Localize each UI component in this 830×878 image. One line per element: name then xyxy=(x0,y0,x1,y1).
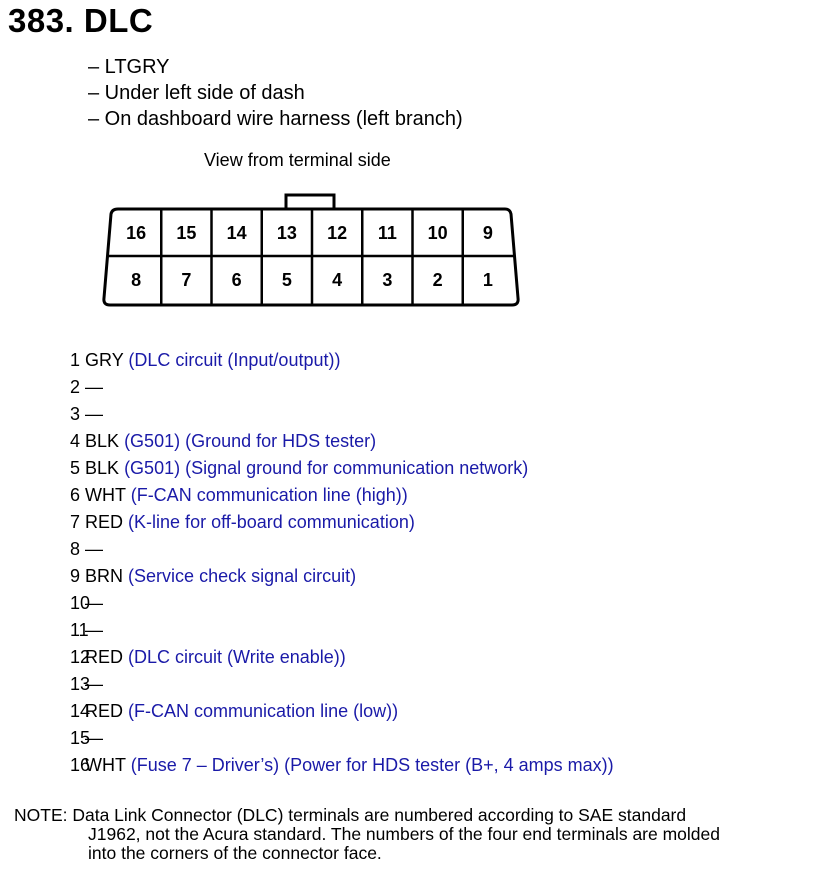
pin-row xyxy=(70,428,614,455)
connector-color: – LTGRY xyxy=(88,56,170,78)
pin-wire-color: — xyxy=(85,593,104,613)
pin-number: 16 xyxy=(70,755,91,775)
terminal-cell-label: 7 xyxy=(181,270,192,290)
pin-wire-color: RED xyxy=(85,647,124,667)
terminal-cell-label: 9 xyxy=(482,223,493,243)
pin-row xyxy=(70,482,614,509)
pin-number: 10 xyxy=(70,593,91,613)
connector-location: – Under left side of dash xyxy=(88,82,305,104)
pin-number: 9 xyxy=(70,566,81,586)
pin-wire-color: — xyxy=(85,377,104,397)
pin-wire-color: BLK xyxy=(85,431,120,451)
connector-diagram xyxy=(0,0,830,330)
note-line-2: J1962, not the Acura standard. The numbers of the four end terminals are molded xyxy=(88,824,720,844)
pin-row xyxy=(70,347,614,374)
pin-description: (Fuse 7 – Driver’s) (Power for HDS tester (B+, 4 amps max)) xyxy=(130,755,614,775)
pin-number: 11 xyxy=(70,620,89,640)
terminal-cell-label: 10 xyxy=(427,223,448,243)
pin-row xyxy=(70,752,614,779)
pin-description: (G501) (Ground for HDS tester) xyxy=(124,431,377,451)
terminal-cell-label: 4 xyxy=(332,270,343,290)
pin-wire-color: GRY xyxy=(85,350,124,370)
terminal-cell-label: 6 xyxy=(231,270,242,290)
pin-wire-color: — xyxy=(85,728,104,748)
terminal-cell-label: 14 xyxy=(226,223,247,243)
pin-row xyxy=(70,644,614,671)
pin-number: 7 xyxy=(70,512,81,532)
connector-harness: – On dashboard wire harness (left branch) xyxy=(88,108,463,130)
pin-row xyxy=(70,401,614,428)
pin-description: (F-CAN communication line (high)) xyxy=(130,485,408,505)
page-title: 383. DLC xyxy=(8,2,154,39)
pin-row xyxy=(70,617,614,644)
pin-row xyxy=(70,698,614,725)
pin-number: 5 xyxy=(70,458,81,478)
connector-latch xyxy=(286,195,334,209)
pin-number: 3 xyxy=(70,404,81,424)
pin-number: 15 xyxy=(70,728,91,748)
pin-number: 13 xyxy=(70,674,91,694)
pin-number: 1 xyxy=(70,350,81,370)
pin-row xyxy=(70,536,614,563)
pin-description: (Service check signal circuit) xyxy=(128,566,357,586)
pin-number: 8 xyxy=(70,539,81,559)
terminal-cell-label: 16 xyxy=(126,223,147,243)
terminal-cell-label: 8 xyxy=(131,270,142,290)
pin-list xyxy=(70,347,614,779)
pin-description: (DLC circuit (Write enable)) xyxy=(128,647,346,667)
terminal-cell-label: 5 xyxy=(281,270,292,290)
pin-row xyxy=(70,590,614,617)
pin-wire-color: — xyxy=(85,539,104,559)
pin-number: 14 xyxy=(70,701,91,721)
pin-number: 12 xyxy=(70,647,91,667)
pin-description: (F-CAN communication line (low)) xyxy=(128,701,399,721)
pin-description: (K-line for off-board communication) xyxy=(128,512,415,532)
pin-number: 2 xyxy=(70,377,81,397)
pin-number: 6 xyxy=(70,485,81,505)
pin-row xyxy=(70,563,614,590)
terminal-cell-label: 11 xyxy=(377,223,397,243)
pin-wire-color: WHT xyxy=(85,755,126,775)
pin-wire-color: RED xyxy=(85,701,124,721)
note-line-3: into the corners of the connector face. xyxy=(88,843,382,863)
terminal-cell-label: 12 xyxy=(327,223,348,243)
note xyxy=(14,806,824,863)
pin-description: (DLC circuit (Input/output)) xyxy=(128,350,341,370)
pin-number: 4 xyxy=(70,431,81,451)
view-label: View from terminal side xyxy=(204,150,391,170)
pin-row xyxy=(70,374,614,401)
pin-wire-color: — xyxy=(85,674,104,694)
terminal-cell-label: 1 xyxy=(482,270,493,290)
pin-wire-color: — xyxy=(85,404,104,424)
pin-description: (G501) (Signal ground for communication network) xyxy=(124,458,529,478)
pin-wire-color: BLK xyxy=(85,458,120,478)
pin-row xyxy=(70,671,614,698)
pin-row xyxy=(70,725,614,752)
pin-wire-color: RED xyxy=(85,512,124,532)
note-line-1: NOTE: Data Link Connector (DLC) terminals are numbered according to SAE standard xyxy=(14,805,687,825)
terminal-cell-label: 13 xyxy=(276,223,297,243)
terminal-cell-label: 2 xyxy=(432,270,443,290)
pin-wire-color: — xyxy=(85,620,104,640)
pin-row xyxy=(70,509,614,536)
terminal-cell-label: 3 xyxy=(382,270,393,290)
terminal-cell-label: 15 xyxy=(176,223,197,243)
pin-row xyxy=(70,455,614,482)
pin-wire-color: BRN xyxy=(85,566,124,586)
pin-wire-color: WHT xyxy=(85,485,126,505)
